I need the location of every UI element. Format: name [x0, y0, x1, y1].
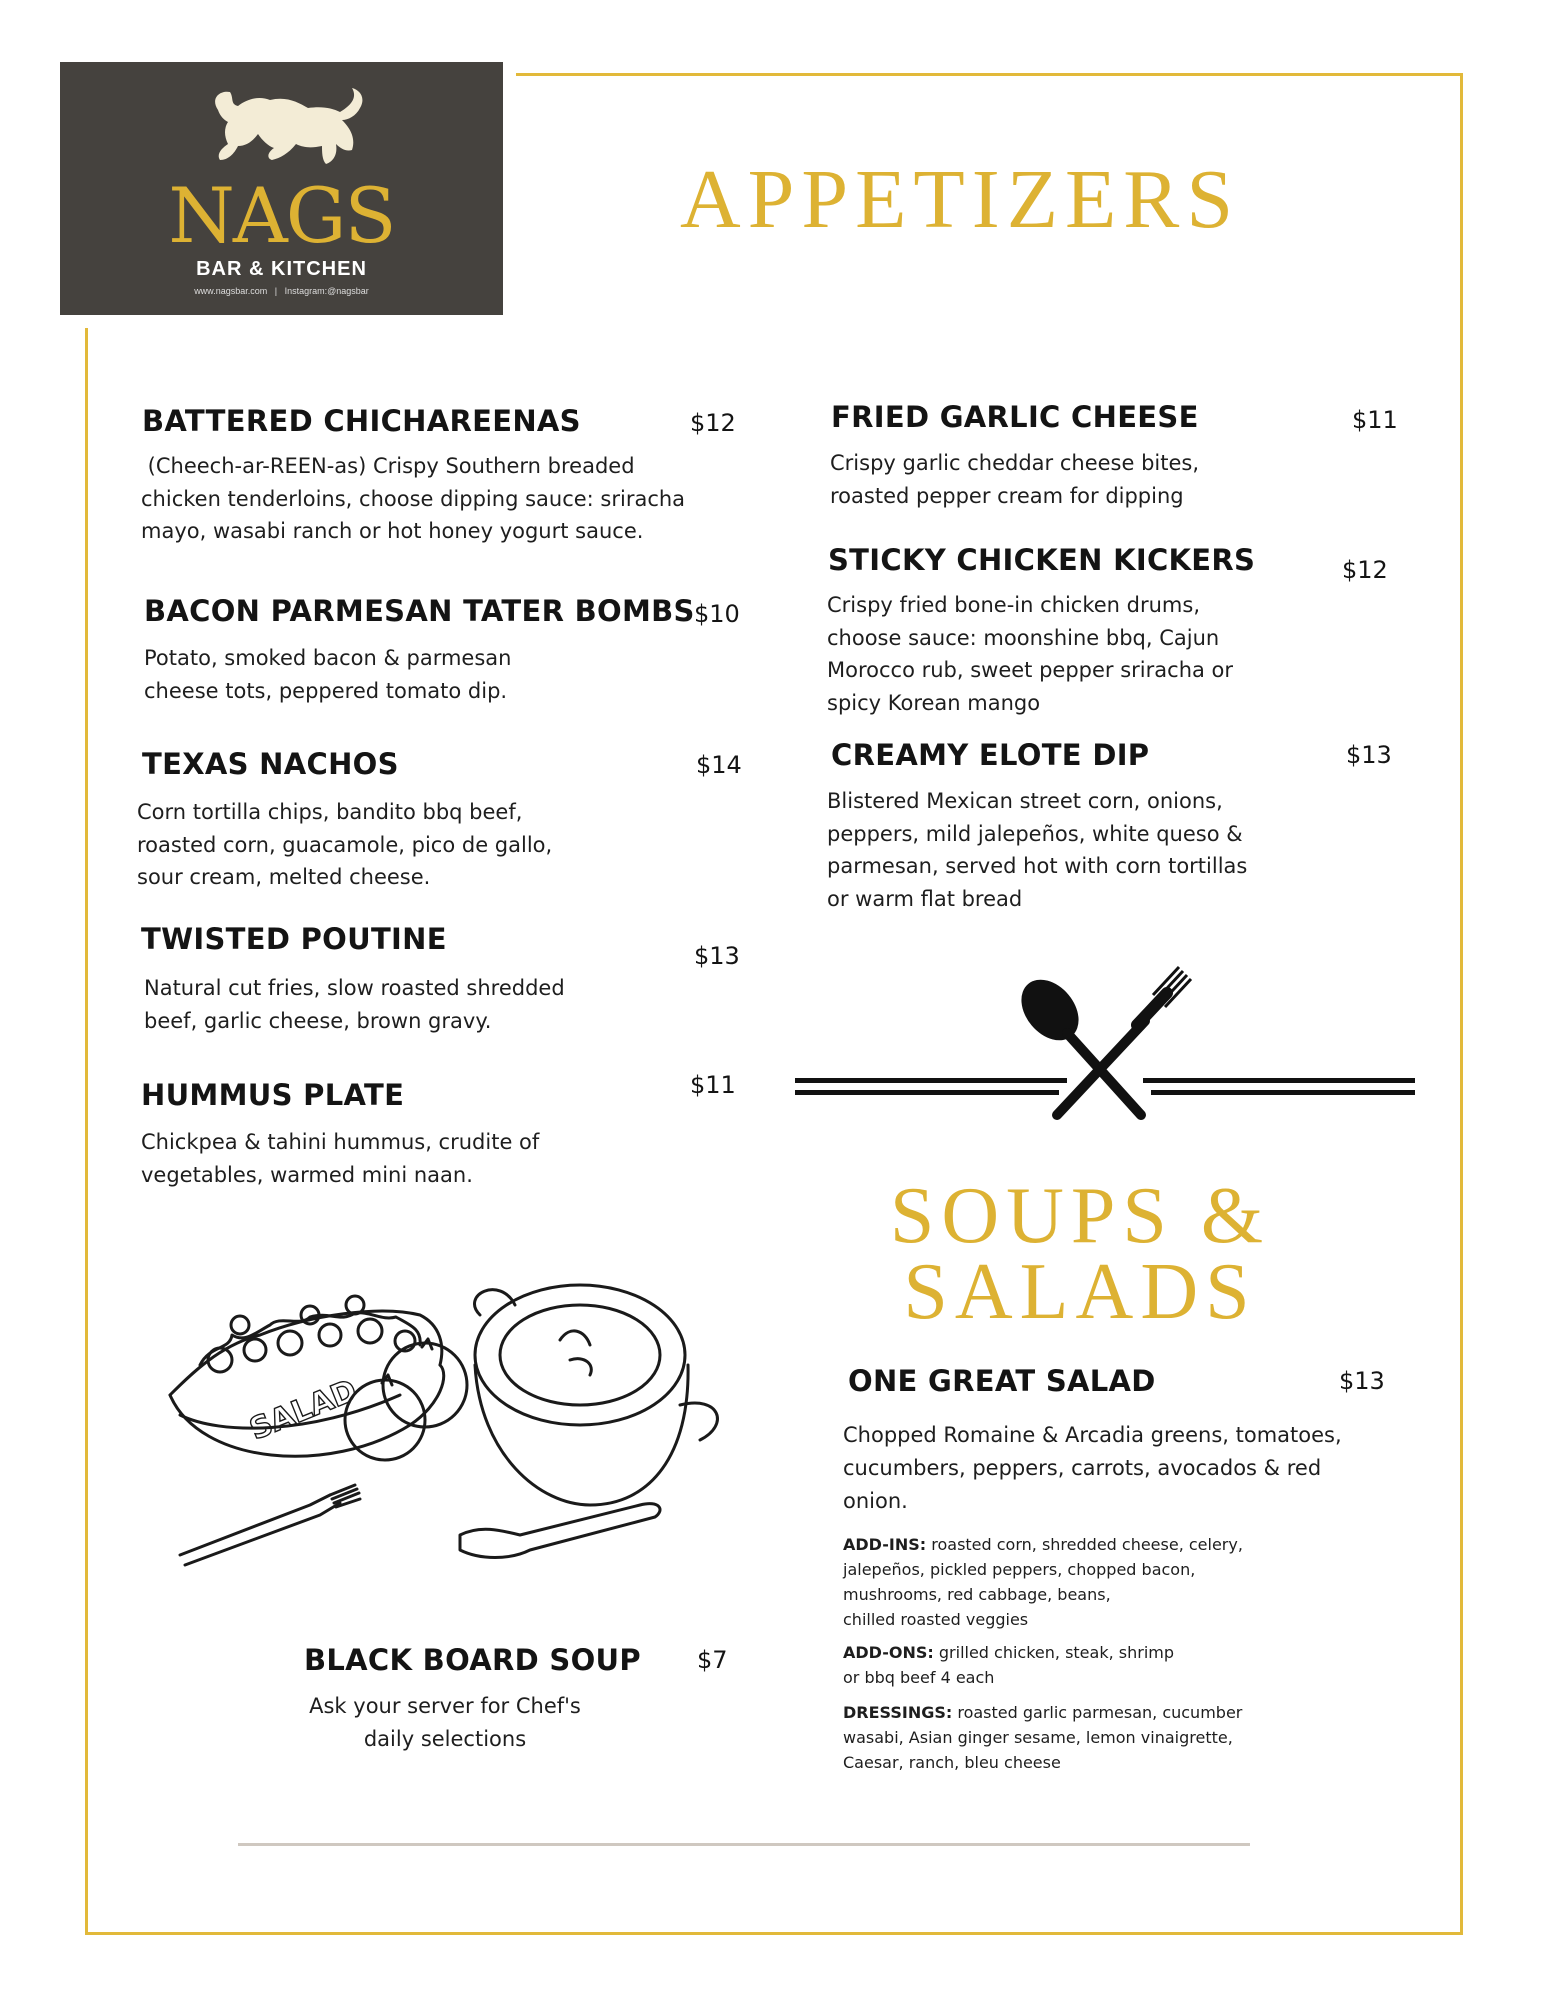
desc-line: Crispy garlic cheddar cheese bites, — [830, 451, 1200, 475]
item-description — [827, 785, 1247, 915]
appetizers-title: APPETIZERS — [680, 153, 1241, 246]
salad-description — [843, 1419, 1342, 1518]
item-description — [827, 589, 1233, 719]
soup-price: $7 — [697, 1646, 728, 1674]
desc-line — [843, 1700, 1242, 1725]
salad-name: ONE GREAT SALAD — [848, 1364, 1156, 1398]
item-name: FRIED GARLIC CHEESE — [831, 400, 1199, 434]
salad-price: $13 — [1339, 1367, 1385, 1395]
desc-line: sour cream, melted cheese. — [137, 865, 431, 889]
desc-line: roasted pepper cream for dipping — [830, 483, 1184, 508]
item-name: CREAMY ELOTE DIP — [831, 738, 1150, 772]
logo-contact — [60, 286, 503, 296]
addins-label: ADD-INS: — [843, 1535, 927, 1554]
desc-line: onion. — [843, 1489, 908, 1513]
desc-line: roasted corn, guacamole, pico de gallo, — [137, 832, 553, 857]
frame-left-line — [85, 328, 88, 1935]
desc-line: Caesar, ranch, bleu cheese — [843, 1753, 1061, 1772]
logo-website: www.nagsbar.com — [194, 286, 268, 296]
desc-line — [843, 1532, 1243, 1557]
item-price: $12 — [690, 409, 736, 437]
desc-line: Corn tortilla chips, bandito bbq beef, — [137, 800, 523, 824]
logo-instagram: Instagram:@nagsbar — [284, 286, 369, 296]
item-description — [141, 1126, 539, 1191]
desc-line: Chickpea & tahini hummus, crudite of — [141, 1130, 540, 1154]
soups-salads-title — [845, 1172, 1315, 1336]
item-name: STICKY CHICKEN KICKERS — [828, 543, 1256, 577]
spoon-fork-crossed-icon — [795, 965, 1415, 1125]
salad-soup-illustration-icon — [160, 1255, 780, 1615]
salad-dressings — [843, 1700, 1242, 1775]
desc-line: daily selections — [363, 1727, 527, 1751]
desc-line: wasabi, Asian ginger sesame, lemon vinaigrette, — [843, 1728, 1233, 1747]
desc-line: beef, garlic cheese, brown gravy. — [144, 1008, 492, 1033]
item-price: $10 — [694, 600, 740, 628]
item-description — [144, 972, 565, 1037]
logo-separator: | — [269, 286, 283, 296]
desc-line: Crispy fried bone-in chicken drums, — [827, 593, 1200, 617]
item-name: BACON PARMESAN TATER BOMBS — [144, 594, 695, 628]
salad-addins — [843, 1532, 1243, 1632]
soup-description — [260, 1690, 630, 1756]
salad-addons — [843, 1640, 1174, 1690]
desc-line: parmesan, served hot with corn tortillas — [827, 854, 1248, 878]
item-description — [137, 796, 552, 894]
item-price: $11 — [690, 1071, 736, 1099]
logo-subtitle: BAR & KITCHEN — [196, 258, 367, 280]
item-description — [144, 642, 511, 707]
soup-name: BLACK BOARD SOUP — [304, 1643, 641, 1677]
illustration-label: SALAD — [244, 1372, 362, 1448]
dressings-label: DRESSINGS: — [843, 1703, 953, 1722]
desc-line: spicy Korean mango — [827, 690, 1041, 715]
frame-top-line — [516, 73, 1463, 76]
item-name: TEXAS NACHOS — [142, 747, 399, 781]
item-price: $12 — [1342, 556, 1388, 584]
item-price: $13 — [1346, 741, 1392, 769]
desc-line: Chopped Romaine & Arcadia greens, tomatoes, — [843, 1423, 1342, 1447]
desc-line: peppers, mild jalepeños, white queso & — [827, 821, 1243, 846]
desc-line: Blistered Mexican street corn, onions, — [827, 789, 1223, 813]
logo — [60, 62, 503, 315]
addons-text: grilled chicken, steak, shrimp — [933, 1643, 1175, 1662]
desc-line: chilled roasted veggies — [843, 1610, 1029, 1629]
desc-line: Ask your server for Chef's — [309, 1694, 581, 1718]
addons-label: ADD-ONS: — [843, 1643, 934, 1662]
soups-salads-title-line2: SALADS — [903, 1248, 1257, 1336]
item-price: $11 — [1352, 406, 1398, 434]
logo-name: NAGS — [168, 171, 395, 260]
item-name: BATTERED CHICHAREENAS — [142, 404, 581, 438]
desc-line: Morocco rub, sweet pepper sriracha or — [827, 658, 1234, 682]
desc-line: or warm flat bread — [827, 886, 1023, 911]
desc-line: Natural cut fries, slow roasted shredded — [144, 976, 565, 1000]
item-name: TWISTED POUTINE — [141, 922, 447, 956]
desc-line: or bbq beef 4 each — [843, 1668, 995, 1687]
item-name: HUMMUS PLATE — [141, 1078, 405, 1112]
item-description — [830, 447, 1199, 512]
frame-right-line — [1460, 73, 1463, 1935]
item-price: $14 — [696, 751, 742, 779]
desc-line: chicken tenderloins, choose dipping sauce: sriracha — [141, 486, 686, 511]
desc-line: Potato, smoked bacon & parmesan — [144, 646, 512, 670]
desc-line: mayo, wasabi ranch or hot honey yogurt sauce. — [141, 519, 644, 543]
desc-line: choose sauce: moonshine bbq, Cajun — [827, 625, 1220, 650]
bottom-divider — [238, 1843, 1250, 1846]
desc-line: cucumbers, peppers, carrots, avocados & red — [843, 1456, 1322, 1480]
desc-line: vegetables, warmed mini naan. — [141, 1162, 473, 1187]
soups-salads-title-line1: SOUPS & — [889, 1172, 1271, 1260]
desc-line: jalepeños, pickled peppers, chopped bacon, — [843, 1560, 1196, 1579]
item-price: $13 — [694, 942, 740, 970]
dressings-text: roasted garlic parmesan, cucumber — [952, 1703, 1243, 1722]
frame-bottom-line — [85, 1932, 1463, 1935]
addins-text: roasted corn, shredded cheese, celery, — [926, 1535, 1243, 1554]
desc-line — [843, 1640, 1174, 1665]
desc-line: cheese tots, peppered tomato dip. — [144, 678, 508, 703]
desc-line: mushrooms, red cabbage, beans, — [843, 1585, 1111, 1604]
item-description — [141, 450, 685, 548]
desc-line: (Cheech-ar-REEN-as) Crispy Southern breaded — [141, 454, 635, 478]
